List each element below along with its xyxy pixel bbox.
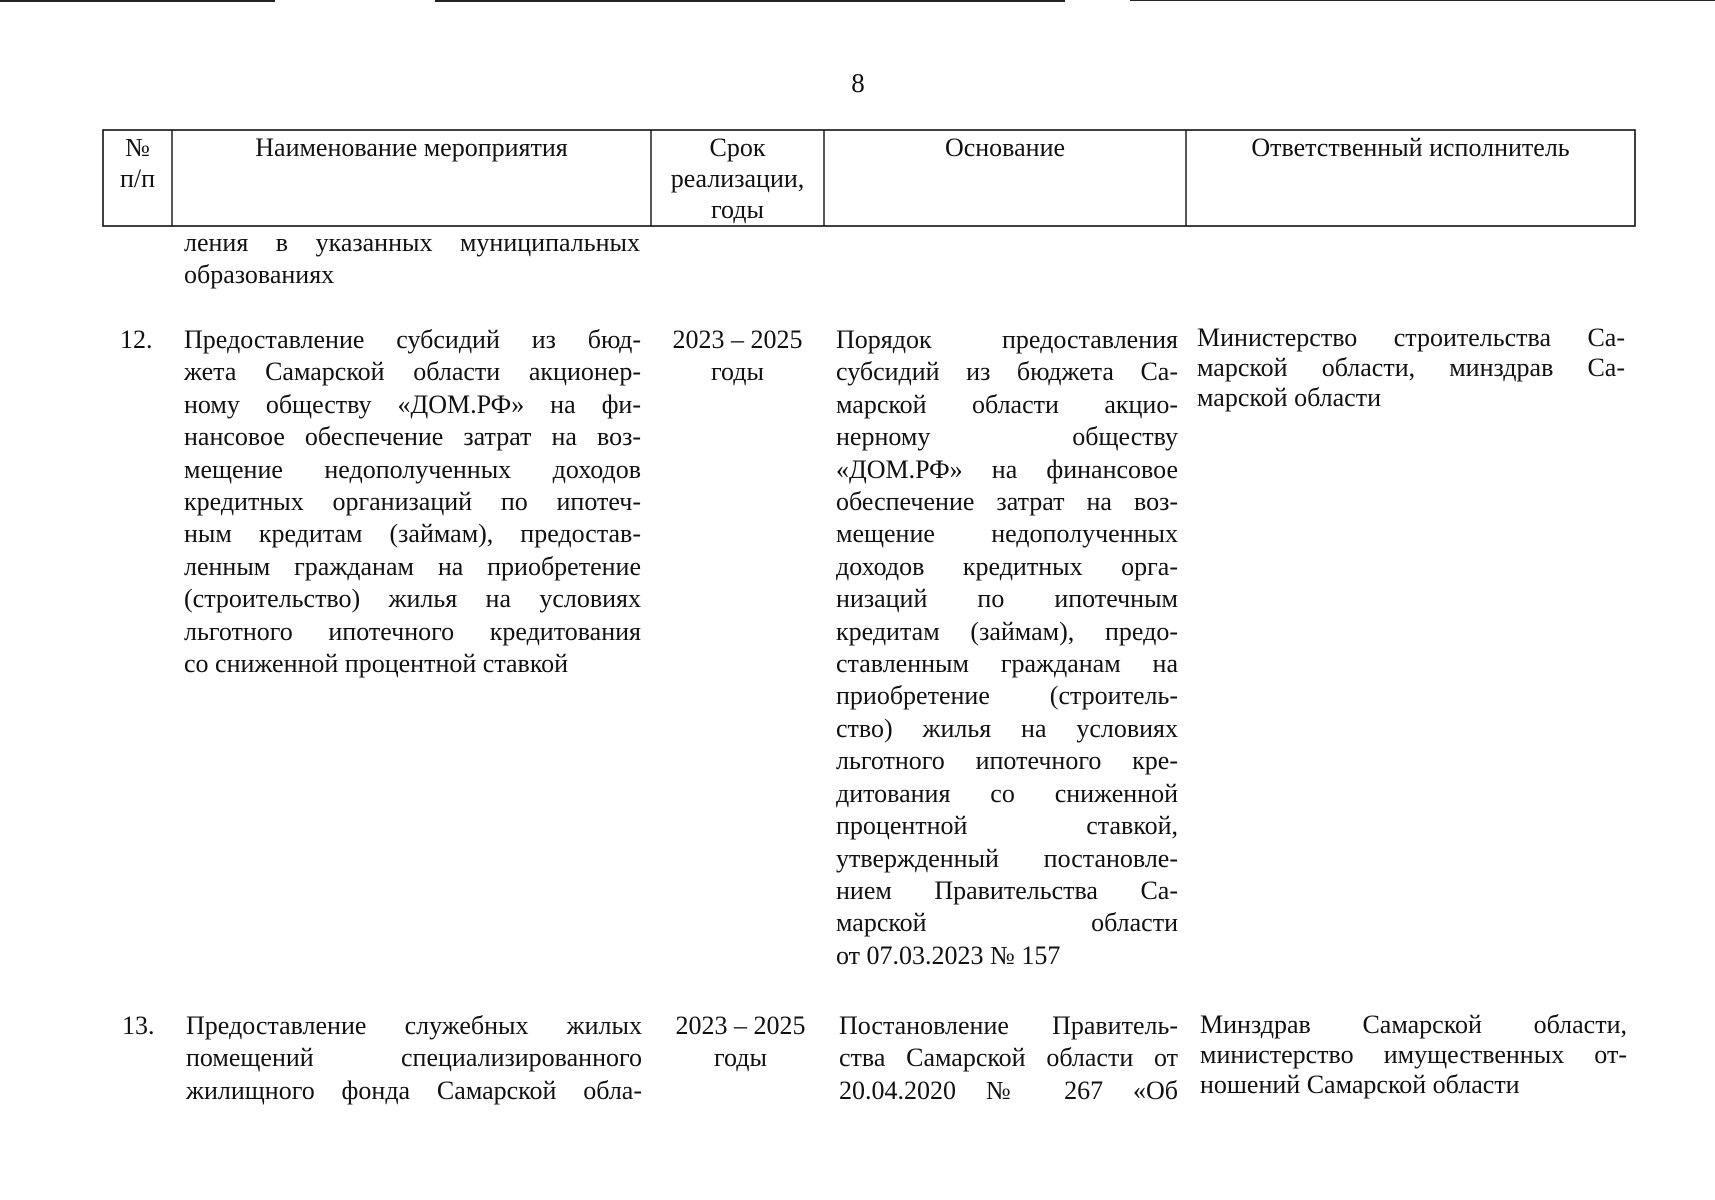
row-basis-cell [839,1010,1178,1107]
cell-line: льготного ипотечного кредитования [184,616,641,646]
cell-line: дитования со сниженной [836,778,1178,808]
header-col-number [103,132,172,194]
cell-line: 2023 – 2025 [672,325,803,354]
cell-line: 2023 – 2025 [675,1011,806,1040]
row-term-cell [658,1010,823,1075]
header-col-term [651,132,824,225]
header-text: реализации, [670,164,805,193]
page-number: 8 [851,68,865,98]
cell-line: образованиях [184,260,335,290]
row-name-cell [184,324,641,680]
cell-line: ному обществу «ДОМ.РФ» на фи- [184,389,641,419]
cell-line: доходов кредитных орга- [836,551,1178,581]
cell-line: Предоставление служебных жилых [186,1011,642,1040]
cell-line: Порядок предоставления [836,325,1178,354]
cell-line: «ДОМ.РФ» на финансовое [836,454,1178,484]
row-name-cell [186,1010,642,1107]
cell-line: кредитам (займам), предо- [836,616,1178,646]
header-col-responsible [1186,132,1635,163]
cell-line: от 07.03.2023 № 157 [836,940,1061,970]
cell-line: нансовое обеспечение затрат на воз- [184,422,641,452]
header-text: Основание [944,133,1066,162]
cell-line: Минздрав Самарской области, [1200,1010,1627,1039]
cell-line: марской области, минздрав Са- [1197,353,1625,382]
cell-line: со сниженной процентной ставкой [184,649,569,679]
header-text: Срок [709,133,766,162]
cell-line: 20.04.2020 № 267 «Об [839,1075,1178,1105]
row-responsible-cell [1200,1010,1627,1100]
cell-line: нерному обществу [836,422,1178,452]
header-col-basis [824,132,1186,163]
cell-line: процентной ставкой, [836,811,1178,841]
cell-line: годы [714,1043,767,1073]
cell-line: жета Самарской области акционер- [184,357,641,387]
table-header-frame [0,0,1715,240]
header-text: Наименование мероприятия [255,133,568,162]
header-text: Ответственный исполнитель [1251,133,1570,162]
cell-line: утвержденный постановле- [836,843,1178,873]
cell-line: помещений специализированного [186,1043,642,1073]
cell-line: нием Правительства Са- [836,875,1178,905]
continuation-name-cell [184,227,640,292]
cell-line: Предоставление субсидий из бюд- [184,325,641,354]
cell-line: марской области акцио- [836,389,1178,419]
cell-line: ство) жилья на условиях [836,713,1178,743]
cell-line: низаций по ипотечным [836,584,1178,614]
cell-line: жилищного фонда Самарской обла- [186,1075,642,1105]
cell-line: Министерство строительства Са- [1197,323,1625,352]
cell-line: ным кредитам (займам), предостав- [184,519,641,549]
cell-line: (строительство) жилья на условиях [184,584,641,614]
cell-line: кредитных организаций по ипотеч- [184,487,641,517]
cell-line: приобретение (строитель- [836,681,1178,711]
cell-line: мещение недополученных доходов [184,454,641,484]
cell-line: обеспечение затрат на воз- [836,487,1178,517]
header-text: п/п [119,164,156,193]
cell-line: Постановление Правитель- [839,1011,1178,1040]
cell-line: ления в указанных муниципальных [184,228,640,257]
cell-line: марской области [1197,383,1381,412]
cell-line: марской области [836,908,1178,938]
cell-line: министерство имущественных от- [1200,1040,1627,1069]
row-number: 13. [122,1011,155,1040]
header-col-name [172,132,651,163]
row-responsible-cell [1197,323,1625,413]
row-term-cell [655,324,820,389]
row-number: 12. [120,325,153,354]
cell-line: мещение недополученных [836,519,1178,549]
cell-line: субсидий из бюджета Са- [836,357,1178,387]
row-basis-cell [836,324,1178,972]
cell-line: льготного ипотечного кре- [836,746,1178,776]
cell-line: ства Самарской области от [839,1043,1178,1073]
cell-line: годы [711,357,764,387]
header-text: № [125,133,150,162]
header-text: годы [711,195,764,224]
cell-line: ставленным гражданам на [836,649,1178,679]
cell-line: ношений Самарской области [1200,1070,1520,1099]
cell-line: ленным гражданам на приобретение [184,551,641,581]
